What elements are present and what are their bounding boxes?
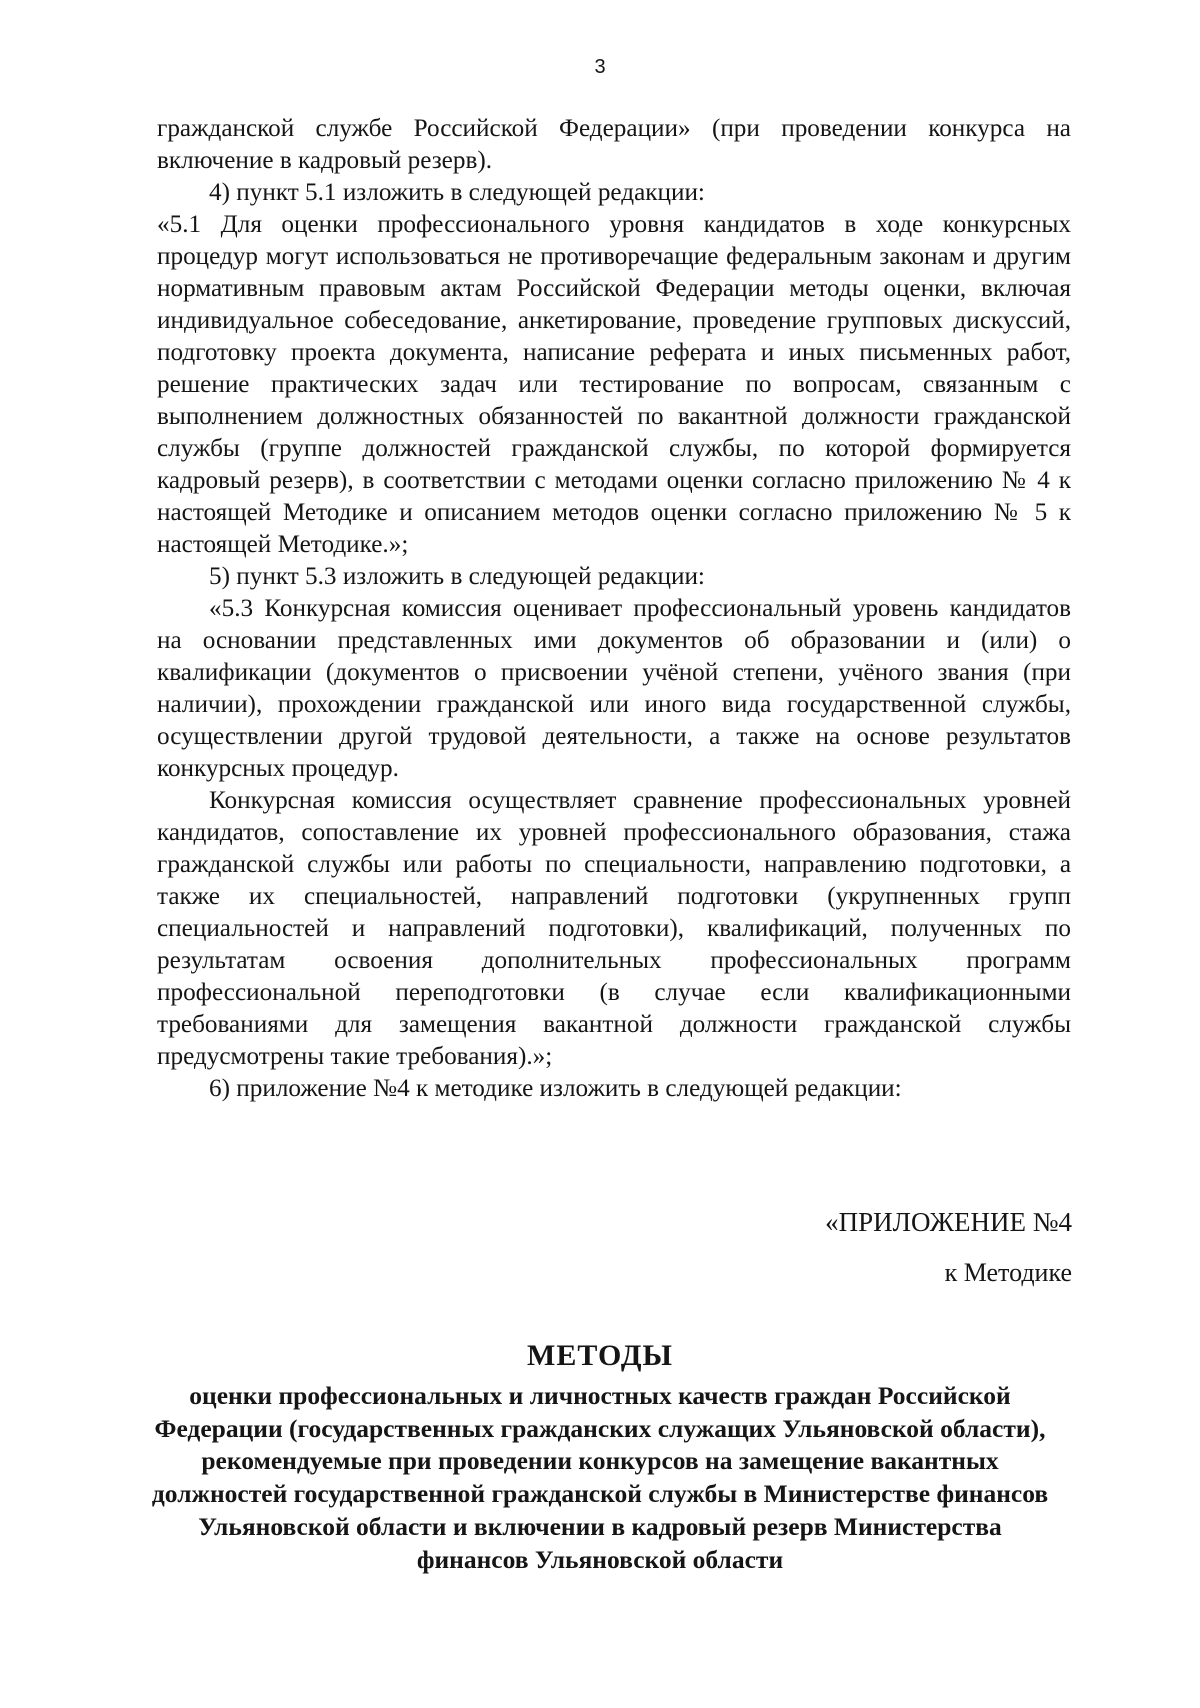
appendix-sublabel: к Методике xyxy=(944,1258,1072,1287)
paragraph-clause-5-3: «5.3 Конкурсная комиссия оценивает профессиональный уровень кандидатов на основании представленных ими документов об образовании и (или) о квалификации (документов о присвоении учёной степени, учёного звания (при наличии), прохождении гражданской или иного вида государственной службы, осуществлении другой трудовой деятельности, а также на основе результатов конкурсных процедур. xyxy=(157,595,1071,782)
paragraph-commission: Конкурсная комиссия осуществляет сравнение профессиональных уровней кандидатов, сопоставление их уровней профессионального образования, стажа гражданской службы или работы по специальности, направлению подготовки, а также их специальностей, направлений подготовки (укрупненных групп специальностей и направлений подготовки), квалификаций, полученных по результатам освоения дополнительных профессиональных программ профессиональной переподготовки (в случае если квалификационными требованиями для замещения вакантной должности гражданской службы предусмотрены такие требования).»; xyxy=(157,787,1071,1070)
paragraph-item-6: 6) приложение №4 к методике изложить в следующей редакции: xyxy=(209,1075,902,1102)
page-number: 3 xyxy=(594,56,606,78)
paragraph-item-4: 4) пункт 5.1 изложить в следующей редакции: xyxy=(209,179,705,206)
section-subtitle: оценки профессиональных и личностных качеств граждан Российской Федерации (государственных гражданских служащих Ульяновской области), рекомендуемые при проведении конкурсов на замещение вакантных должностей государственной гражданской службы в Министерстве финансов Ульяновской области и включении в кадровый резерв Министерства финансов Ульяновской области xyxy=(151,1381,1049,1574)
paragraph-continuation: гражданской службе Российской Федерации» (при проведении конкурса на включение в кадровый резерв). xyxy=(157,115,1071,174)
appendix-label: «ПРИЛОЖЕНИЕ №4 xyxy=(825,1207,1072,1237)
paragraph-clause-5-1: «5.1 Для оценки профессионального уровня кандидатов в ходе конкурсных процедур могут использоваться не противоречащие федеральным законам и другим нормативным правовым актам Российской Федерации методы оценки, включая индивидуальное собеседование, анкетирование, проведение групповых дискуссий, подготовку проекта документа, написание реферата и иных письменных работ, решение практических задач или тестирование по вопросам, связанным с выполнением должностных обязанностей по вакантной должности гражданской службы (группе должностей гражданской службы, по которой формируется кадровый резерв), в соответствии с методами оценки согласно приложению № 4 к настоящей Методике и описанием методов оценки согласно приложению № 5 к настоящей Методике.»; xyxy=(157,211,1071,558)
paragraph-item-5: 5) пункт 5.3 изложить в следующей редакции: xyxy=(209,563,705,590)
document-body xyxy=(157,113,1071,1105)
section-heading: МЕТОДЫ xyxy=(527,1339,673,1372)
